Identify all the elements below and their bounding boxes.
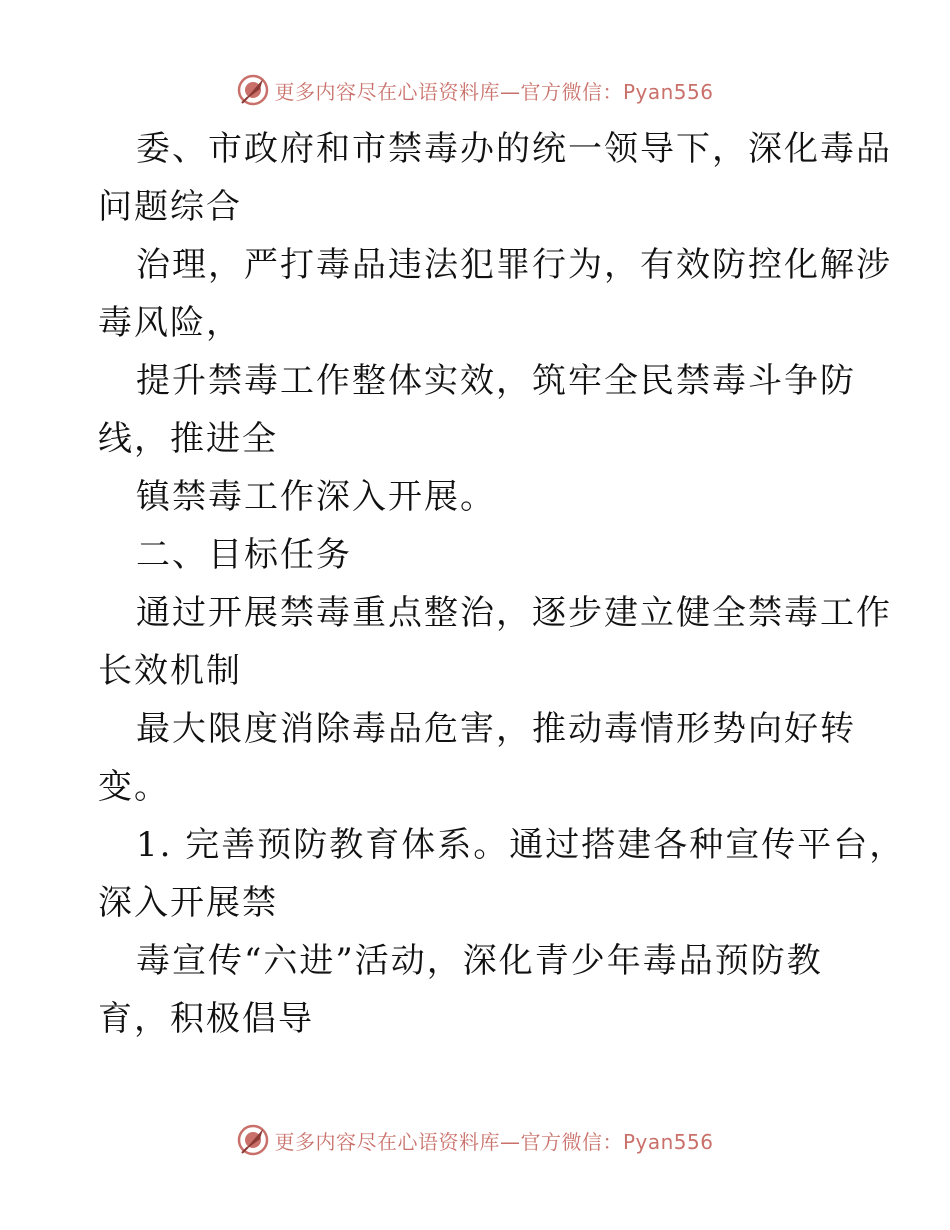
text-line: 变。	[98, 767, 170, 807]
text-line: 育，积极倡导	[98, 999, 314, 1039]
text-line: 委、市政府和市禁毒办的统一领导下，深化毒品	[136, 129, 892, 169]
text-line: 通过开展禁毒重点整治，逐步建立健全禁毒工作	[136, 593, 892, 633]
text-line: 最大限度消除毒品危害，推动毒情形势向好转	[136, 709, 856, 749]
text-line: 毒宣传“六进”活动，深化青少年毒品预防教	[136, 941, 823, 981]
quill-seal-icon	[236, 1123, 270, 1157]
document-body	[98, 120, 906, 1048]
header-watermark	[0, 70, 950, 110]
footer-watermark	[0, 1120, 950, 1160]
text-line: 治理，严打毒品违法犯罪行为，有效防控化解涉	[136, 245, 892, 285]
text-line: 线，推进全	[98, 419, 278, 459]
quill-seal-icon	[236, 73, 270, 107]
section-heading: 二、目标任务	[136, 535, 352, 575]
watermark-text: 更多内容尽在心语资料库—官方微信：Pyan556	[274, 79, 714, 104]
text-line: 深入开展禁	[98, 883, 278, 923]
text-line: 镇禁毒工作深入开展。	[136, 477, 496, 517]
text-line: 1. 完善预防教育体系。通过搭建各种宣传平台，	[136, 825, 906, 865]
text-line: 问题综合	[98, 187, 242, 227]
text-line: 长效机制	[98, 651, 242, 691]
text-line: 毒风险，	[98, 303, 242, 343]
watermark-text: 更多内容尽在心语资料库—官方微信：Pyan556	[274, 1129, 714, 1154]
text-line: 提升禁毒工作整体实效，筑牢全民禁毒斗争防	[136, 361, 856, 401]
